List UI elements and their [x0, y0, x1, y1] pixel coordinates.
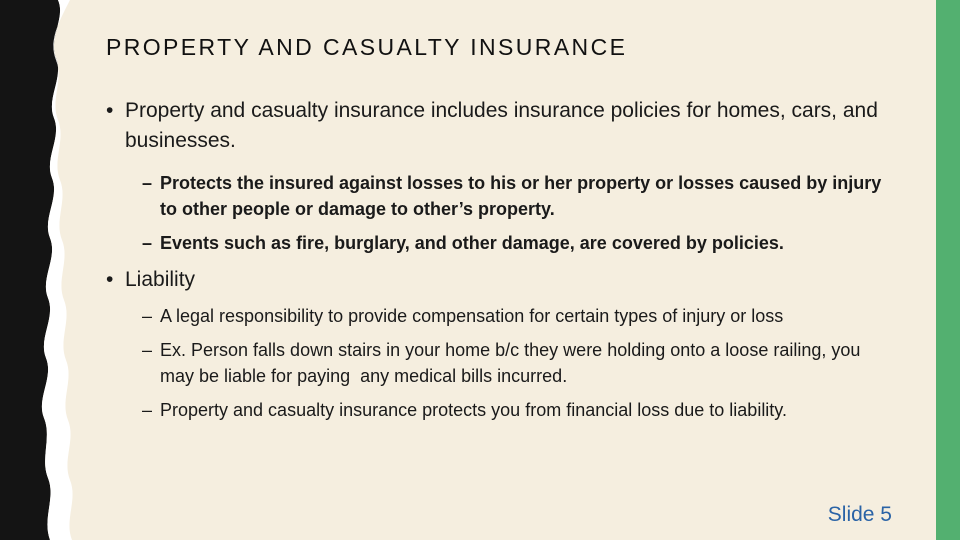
slide-number: Slide 5: [827, 503, 892, 526]
sub-bullet-example: [142, 337, 896, 389]
bullet-marker: •: [106, 99, 114, 122]
bullet-text: Liability: [125, 268, 196, 291]
sub-bullet-text: Ex. Person falls down stairs in your home b/c they were holding onto a loose railing, you may be liable for paying any medical bills incurred.: [160, 340, 866, 386]
sub-marker: –: [142, 306, 153, 326]
sub-marker: –: [142, 173, 153, 193]
sub-bullet-events: [142, 230, 896, 256]
slide-content: [106, 96, 896, 423]
slide-title: PROPERTY AND CASUALTY INSURANCE: [106, 34, 628, 60]
sub-bullet-text: Events such as fire, burglary, and other damage, are covered by policies.: [160, 233, 784, 253]
sub-bullet-text: Property and casualty insurance protects you from financial loss due to liability.: [160, 400, 787, 420]
left-decorative-border: [0, 0, 80, 540]
bullet-property-casualty: [106, 96, 896, 156]
sub-marker: –: [142, 340, 153, 360]
sub-bullet-legal-responsibility: [142, 303, 896, 329]
sub-marker: –: [142, 233, 153, 253]
sub-marker: –: [142, 400, 153, 420]
right-accent-bar: [936, 0, 960, 540]
sub-bullet-text: A legal responsibility to provide compensation for certain types of injury or loss: [160, 306, 784, 326]
bullet-marker: •: [106, 268, 114, 291]
bullet-text: Property and casualty insurance includes insurance policies for homes, cars, and businesses.: [125, 99, 878, 152]
sub-bullet-financial-loss: [142, 397, 896, 423]
bullet-liability: [106, 265, 896, 295]
sub-bullet-text: Protects the insured against losses to his or her property or losses caused by injury to other people or damage to other’s property.: [160, 173, 882, 219]
sub-bullet-protects: [142, 170, 896, 222]
